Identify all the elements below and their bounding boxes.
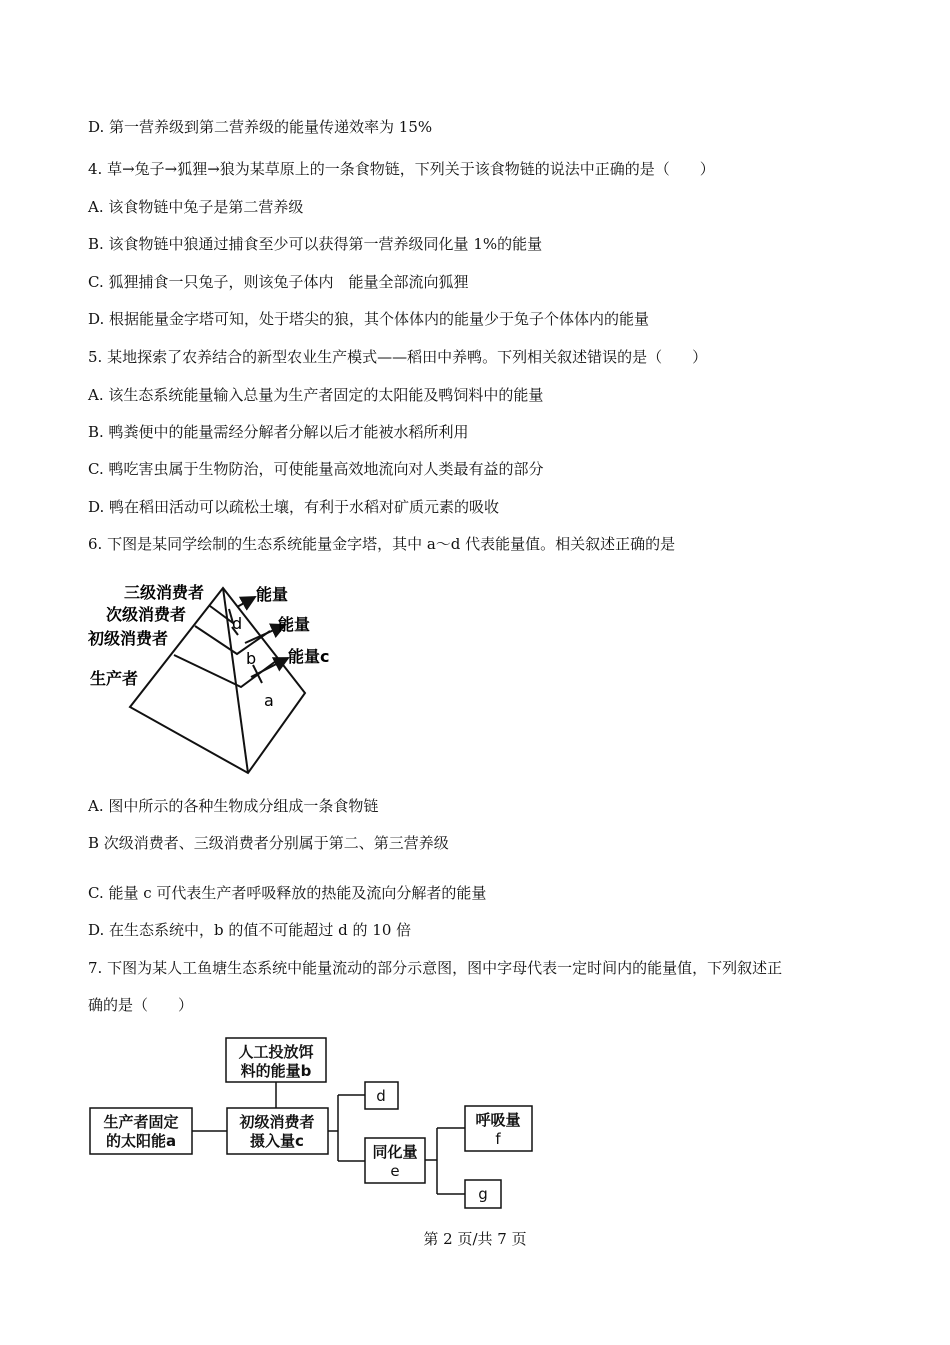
- q4-stem: 4. 草→兔子→狐狸→狼为某草原上的一条食物链，下列关于该食物链的说法中正确的是（ ）: [88, 160, 715, 178]
- q5-option-c: C. 鸭吃害虫属于生物防治，可使能量高效地流向对人类最有益的部分: [88, 460, 544, 478]
- q6-option-c: C. 能量 c 可代表生产者呼吸释放的热能及流向分解者的能量: [88, 884, 487, 902]
- label-energy-1: 能量: [256, 585, 289, 604]
- q6-option-a: A. 图中所示的各种生物成分组成一条食物链: [88, 797, 379, 815]
- q6-stem: 6. 下图是某同学绘制的生态系统能量金字塔，其中 a～d 代表能量值。相关叙述正确的是: [88, 535, 676, 553]
- label-energy-2: 能量: [278, 615, 311, 634]
- label-tertiary-consumer: 三级消费者: [124, 583, 205, 602]
- page-footer: 第 2 页/共 7 页: [423, 1230, 527, 1248]
- label-b: b: [246, 649, 257, 668]
- q4-option-d: D. 根据能量金字塔可知，处于塔尖的狼，其个体体内的能量少于兔子个体体内的能量: [88, 310, 650, 328]
- label-d: d: [232, 614, 243, 633]
- label-energy-c: 能量c: [288, 647, 330, 666]
- q5-option-a: A. 该生态系统能量输入总量为生产者固定的太阳能及鸭饲料中的能量: [88, 386, 544, 404]
- respiration-line2: f: [495, 1130, 501, 1148]
- q3-option-d: D. 第一营养级到第二营养级的能量传递效率为 15%: [88, 118, 433, 136]
- feed-line2: 料的能量b: [240, 1062, 312, 1080]
- g-label: g: [478, 1185, 488, 1203]
- q4-option-a: A. 该食物链中兔子是第二营养级: [88, 198, 304, 216]
- q5-stem: 5. 某地探索了农养结合的新型农业生产模式——稻田中养鸭。下列相关叙述错误的是（ ）: [88, 348, 708, 366]
- assimilation-line2: e: [390, 1162, 400, 1180]
- q4-option-c: C. 狐狸捕食一只兔子，则该兔子体内 能量全部流向狐狸: [88, 273, 469, 291]
- feed-line1: 人工投放饵: [238, 1043, 314, 1061]
- energy-pyramid-figure: [80, 575, 350, 780]
- energy-flow-diagram: [85, 1030, 545, 1215]
- q6-option-b: B 次级消费者、三级消费者分别属于第二、第三营养级: [88, 834, 449, 852]
- label-primary-consumer: 初级消费者: [88, 629, 169, 648]
- label-secondary-consumer: 次级消费者: [106, 605, 187, 624]
- assimilation-line1: 同化量: [372, 1143, 418, 1161]
- label-a: a: [264, 691, 274, 710]
- solar-line2: 的太阳能a: [105, 1132, 177, 1150]
- q4-option-b: B. 该食物链中狼通过捕食至少可以获得第一营养级同化量 1%的能量: [88, 235, 543, 253]
- intake-line2: 摄入量c: [250, 1132, 304, 1150]
- intake-line1: 初级消费者: [239, 1113, 315, 1131]
- d-label: d: [376, 1087, 386, 1105]
- q5-option-b: B. 鸭粪便中的能量需经分解者分解以后才能被水稻所利用: [88, 423, 469, 441]
- respiration-line1: 呼吸量: [475, 1111, 521, 1129]
- q7-stem-line1: 7. 下图为某人工鱼塘生态系统中能量流动的部分示意图，图中字母代表一定时间内的能量值，下列叙述正: [88, 959, 783, 977]
- q6-option-d: D. 在生态系统中，b 的值不可能超过 d 的 10 倍: [88, 921, 412, 939]
- label-producer: 生产者: [90, 669, 139, 688]
- solar-line1: 生产者固定: [103, 1113, 179, 1131]
- q7-stem-line2: 确的是（ ）: [88, 996, 194, 1014]
- q5-option-d: D. 鸭在稻田活动可以疏松土壤，有利于水稻对矿质元素的吸收: [88, 498, 500, 516]
